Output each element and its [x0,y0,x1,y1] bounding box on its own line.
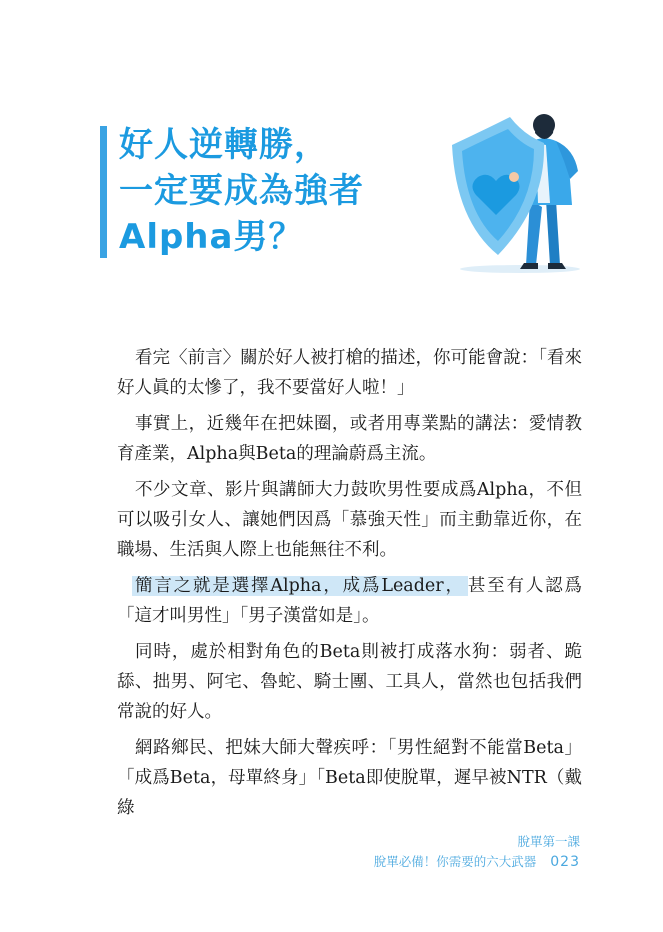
paragraph: 網路鄉民、把妹大師大聲疾呼：「男性絕對不能當Beta」「成爲Beta，母單終身」「Beta即使脫單，遲早被NTR（戴綠 [117,738,582,818]
title-line-2: 一定要成為強者 [119,171,364,211]
page-title [119,122,439,260]
highlight-paragraph-rest: 甚至有人認爲「這才叫男性」「男子漢當如是」。 [117,576,582,626]
page-footer [374,832,580,872]
paragraph: 同時，處於相對角色的Beta則被打成落水狗：弱者、跪舔、拙男、阿宅、魯蛇、騎士團、工具人，當然也包括我們常說的好人。 [117,642,582,722]
highlighted-text: 簡言之就是選擇Alpha，成爲Leader， [132,576,468,596]
body-text [117,343,582,829]
page-number: 023 [550,854,580,870]
man-with-heart-shield-icon [432,95,602,275]
footer-chapter: 脫單第一課 [517,834,580,849]
paragraph: 事實上，近幾年在把妹圈，或者用專業點的講法：愛情教育產業，Alpha與Beta的理論蔚爲主流。 [117,414,582,464]
footer-subtitle: 脫單必備！你需要的六大武器 [373,854,537,869]
title-accent-bar [100,126,107,258]
paragraph: 不少文章、影片與講師大力鼓吹男性要成爲Alpha，不但可以吸引女人、讓她們因爲「慕強天性」而主動靠近你，在職場、生活與人際上也能無往不利。 [117,480,582,560]
highlight-paragraph [117,571,582,631]
title-line-1: 好人逆轉勝， [119,125,329,165]
paragraph: 看完〈前言〉關於好人被打槍的描述，你可能會說：「看來好人眞的太慘了，我不要當好人啦！」 [117,348,582,398]
title-line-3: Alpha男？ [119,217,304,257]
